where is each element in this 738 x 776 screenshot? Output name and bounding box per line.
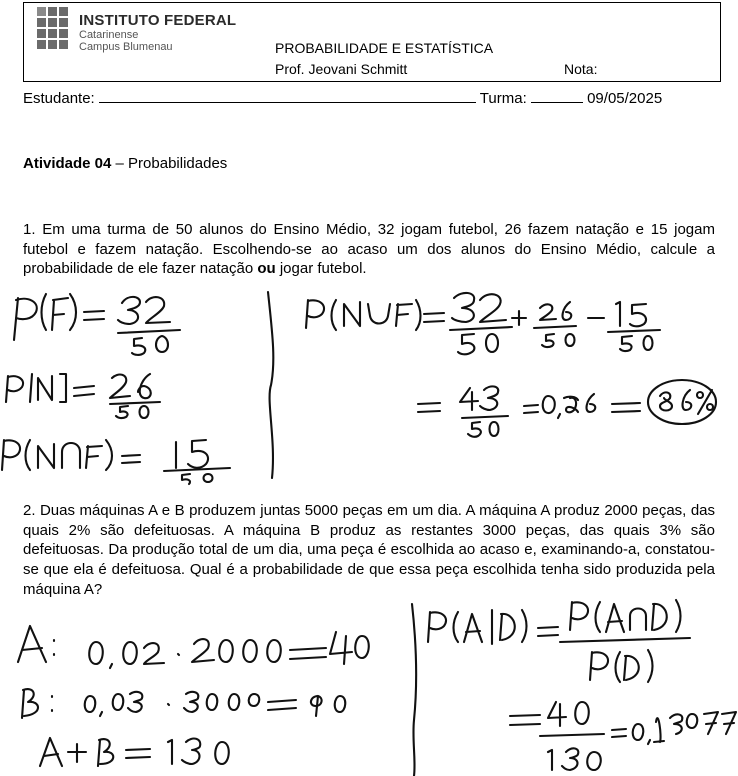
question-1-text-end: jogar futebol. [275, 260, 367, 277]
institution-name: INSTITUTO FEDERAL [79, 12, 237, 29]
hw-pnf [2, 440, 230, 484]
question-1-bold: ou [257, 260, 276, 277]
student-label: Estudante: [23, 90, 95, 107]
hw-q2-a [18, 626, 369, 668]
hw-q2-divider [412, 604, 416, 776]
hw-q2-b [22, 689, 345, 718]
activity-title-rest: – Probabilidades [111, 155, 228, 172]
professor-name: Prof. Jeovani Schmitt [275, 61, 408, 77]
institution-sub1: Catarinense [79, 29, 139, 41]
hw-pf [14, 294, 180, 355]
institution-campus: Campus Blumenau [79, 41, 173, 53]
hw-q1-divider [268, 292, 273, 478]
class-label: Turma: [479, 90, 527, 107]
hw-pad [428, 600, 690, 682]
hw-pn [6, 374, 160, 418]
hw-q2-sum [40, 738, 229, 766]
question-1-text: 1. Em uma turma de 50 alunos do Ensino Médio, 32 jogam futebol, 26 fazem natação e 15 jogam futebol e fazem natação. Escolhendo-se ao acaso um dos alunos do Ensino Médio, calcule a probabilidade de ele fazer natação [23, 221, 715, 277]
question-2-text: 2. Duas máquinas A e B produzem juntas 5000 peças em um dia. A máquina A produz 2000 peças, das quais 2% são defeituosas. A máquina B produz as restantes 3000 peças, das quais 3% são defeituosas. Da produção total de um dia, uma peça é escolhida ao acaso e, examinando-a, constatou-se que ela é defeituosa. Qual é a probabilidade de que essa peça escolhida tenha sido produzida pela máquina A? [23, 502, 715, 598]
date-text: 09/05/2025 [587, 90, 663, 107]
activity-title-bold: Atividade 04 [23, 155, 112, 172]
grade-label: Nota: [564, 61, 598, 77]
hw-result-q1 [418, 380, 716, 437]
course-title: PROBABILIDADE E ESTATÍSTICA [275, 40, 494, 56]
hw-q2-result [510, 702, 736, 770]
hw-pnuf [306, 293, 660, 354]
